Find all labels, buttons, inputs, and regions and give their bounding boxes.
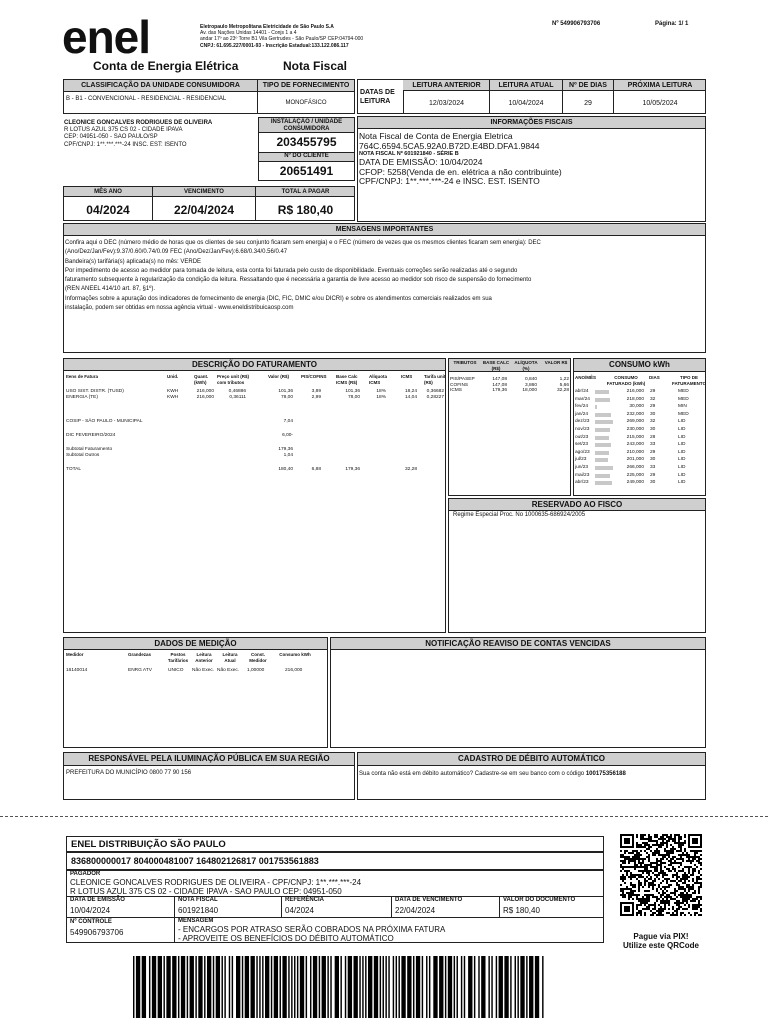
company-address-2: andar 17º ao 23º Torre B1 Vila Gertrudes - São Paulo/SP CEP:04794-000 [200, 36, 364, 43]
meas-col-consumption: Consumo kWh [279, 652, 311, 657]
customer-name: CLEONICE GONCALVES RODRIGUES DE OLIVEIRA [64, 120, 213, 126]
enel-logo: enel [62, 11, 151, 63]
notice-box [330, 637, 706, 748]
slip-due-label: DATA DE VENCIMENTO [395, 897, 463, 903]
installation-box [258, 117, 355, 153]
slip-due-value: 22/04/2024 [395, 906, 436, 915]
slip-emission-value: 10/04/2024 [70, 906, 111, 915]
cons-col-type: TIPO DE FATURAMENTO [672, 375, 707, 386]
pix-label-2: Utilize este QRCode [622, 941, 699, 950]
tax-col-value: VALOR R$ [544, 360, 568, 365]
document-number: Nº 549906793706 [552, 21, 601, 27]
slip-ref-label: REFERÊNCIA [285, 897, 325, 903]
slip-barcode-line-box [66, 852, 604, 870]
classification-box [63, 79, 258, 114]
slip-emission-label: DATA DE EMISSÃO [70, 897, 125, 903]
reserved-box [448, 498, 706, 633]
customer-cep: CEP: 04951-050 - SAO PAULO/SP [64, 134, 158, 141]
fiscal-info-box [357, 116, 706, 222]
taxes-box: TRIBUTOS BASE CALC (R$) ALÍQUOTA (%) VALOR R$ PIS/PASEP 147,08 0,840 1,22 COFINS 147,08 3,860 5,66 ICMS 179,36 18,000 32,28 [448, 358, 571, 496]
classification-value: B - B1 - CONVENCIONAL - RESIDENCIAL - RESIDENCIAL [66, 96, 227, 102]
fiscal-line-4: DATA DE EMISSÃO: 10/04/2024 [359, 157, 483, 167]
col-value: Valor (R$) [268, 374, 290, 379]
pix-qr-code [620, 834, 702, 916]
reading-label: DATAS DE LEITURA [360, 89, 395, 105]
customer-block [64, 120, 212, 149]
messages-header: MENSAGENS IMPORTANTES [64, 224, 705, 236]
reserved-text: Regime Especial Proc. No 1000635-686924/2005 [453, 512, 586, 518]
consumption-bar [595, 443, 611, 447]
title-nota-fiscal: Nota Fiscal [283, 59, 348, 73]
slip-control-value: 549906793706 [70, 928, 124, 937]
slip-nf-value: 601921840 [178, 906, 219, 915]
message-line: Confira aqui o DEC (número médio de horas que os clientes de seu conjunto ficaram sem energia) e o FEC (número de vezes que os mesmos clientes ficaram sem energia): DEC [65, 240, 541, 246]
billing-header: DESCRIÇÃO DO FATURAMENTO [64, 359, 445, 371]
consumption-bar [595, 481, 612, 485]
curr-reading-header: LEITURA ATUAL [498, 82, 554, 89]
supply-type-box [257, 79, 355, 114]
consumption-bar [595, 398, 610, 402]
slip-msg-label: MENSAGEM [178, 918, 214, 924]
curr-reading-value: 10/04/2024 [508, 100, 544, 107]
meas-col-quantity: Grandezas [128, 652, 152, 657]
slip-info-row [66, 896, 604, 918]
measurement-header: DADOS DE MEDIÇÃO [64, 638, 327, 650]
tax-col-base: BASE CALC (R$) [482, 360, 510, 371]
consumption-bar [595, 451, 609, 455]
slip-payer-line-2: R LOTUS AZUL 375 CS 02 - CIDADE IPAVA - SAO PAULO CEP: 04951-050 [70, 887, 342, 896]
reserved-header: RESERVADO AO FISCO [449, 499, 705, 511]
meas-col-const: Const. Medidor [249, 652, 267, 663]
message-line: instalação, podem ser obtidas em nossa agência virtual - www.eneldistribuicaosp.com [65, 305, 294, 312]
consumption-bar [595, 436, 609, 440]
slip-payer-line-1: CLEONICE GONCALVES RODRIGUES DE OLIVEIRA - CPF/CNPJ: 1**.***.***-24 [70, 878, 362, 887]
supply-type-header: TIPO DE FORNECIMENTO [258, 80, 354, 92]
debit-text: Sua conta não está em débito automático? Cadastre-se em seu banco com o código 100175356188 [359, 771, 626, 777]
month-header: MÊS ANO [94, 189, 122, 195]
classification-header: CLASSIFICAÇÃO DA UNIDADE CONSUMIDORA [64, 80, 257, 92]
message-line: (REN ANEEL 414/10 art. 87, §1º). [65, 286, 156, 293]
payment-barcode [133, 956, 545, 1018]
col-pis: PIS/COFINS [301, 374, 327, 379]
measurement-box: DADOS DE MEDIÇÃO Medidor Grandezas Postos Tarifários Leitura Anterior Leitura Atual Const. Medidor Consumo kWh 16140014 ENRG ATV UNICO Não Exec. Não Exec. 1,00000 216,000 [63, 637, 328, 748]
fiscal-line-2: 764C.6594.5CA5.92A0.B72D.E4BD.DFA1.9844 [359, 140, 540, 151]
consumption-bar [595, 413, 611, 417]
debit-header: CADASTRO DE DÉBITO AUTOMÁTICO [358, 753, 705, 766]
meas-col-posts: Postos Tarifários [167, 652, 189, 663]
notice-header: NOTIFICAÇÃO REAVISO DE CONTAS VENCIDAS [331, 638, 705, 650]
fiscal-line-1: Nota Fiscal de Conta de Energia Eletrica [359, 131, 513, 141]
lighting-header: RESPONSÁVEL PELA ILUMINAÇÃO PÚBLICA EM SUA REGIÃO [64, 753, 354, 766]
slip-doc-value: R$ 180,40 [503, 906, 540, 915]
fiscal-line-3: NOTA FISCAL Nº 601921840 - SÉRIE B [359, 151, 459, 157]
prev-reading-header: LEITURA ANTERIOR [412, 82, 481, 89]
next-reading-value: 10/05/2024 [642, 100, 678, 107]
meas-col-meter: Medidor [66, 652, 84, 657]
next-reading-header: PRÓXIMA LEITURA [627, 82, 693, 89]
message-line: faturamento subsequente à regularização da condição da leitura. Ressaltando que é necessária a garantia de livre acesso ao medidor sob risco de suspensão do fornecimento [65, 277, 532, 284]
slip-barcode-line: 836800000017 804000481007 164802126817 001753561883 [71, 856, 319, 866]
cons-col-consumption: CONSUMO FATURADO (kWh) [606, 375, 646, 386]
due-header: VENCIMENTO [184, 189, 224, 195]
message-line: Por impedimento de acesso ao medidor para tomada de leitura, esta conta foi faturada pelo custo de disponibilidade. Eventuais correções serão realizadas até o segundo [65, 267, 518, 274]
message-line: (Ano/Dez/Jan/Fev):9.37/0.60/0.74/0.09 FEC (Ano/Dez/Jan/Fev):6.68/0.34/0.56/0.47 [65, 249, 288, 256]
consumption-header: CONSUMO kWh [574, 359, 705, 372]
billing-box: DESCRIÇÃO DO FATURAMENTO Itens de Fatura Unid. Quant. (kWh) Preço unit (R$) com tributos Valor (R$) PIS/COFINS Base Calc ICMS (R$) Alíquota ICMS ICMS Tarifa unit (R$) USO SIST. DISTR. (TUSD) KWH 216,000 0,46886 101,36 3,89 101,36 18% 18,24 0,36682 ENERGIA (TE) KWH 216,000 0,36111 78,00 2,99 78,00 18% 14,04 0,28227 COSIP - SÃO PAULO - MUNICIPAL 7,04 DIC FEVEREIRO/2024 6,00- Subtotal Faturamento 179,36 Subtotal Outros 1,04 TOTAL 180,40 6,88 179,36 32,28 [63, 358, 446, 633]
col-unit: Unid. [167, 374, 179, 379]
fiscal-line-6: CPF/CNPJ: 1**.***.***-24 e INSC. EST. ISENTO [359, 176, 540, 186]
consumption-bar [595, 405, 597, 409]
total-header: TOTAL A PAGAR [281, 189, 330, 195]
total-value: R$ 180,40 [277, 203, 334, 217]
client-number-value: 20651491 [279, 164, 334, 178]
consumption-bar [595, 390, 609, 394]
message-line: Informações sobre a apuração dos indicadores de fornecimento de energia (DIC, FIC, DMIC e/ou DICRI) e sobre os atendimentos comerciais realizados em sua [65, 295, 492, 302]
consumption-bar [595, 458, 608, 462]
title-conta: Conta de Energia Elétrica [93, 59, 239, 73]
summary-box [63, 186, 355, 221]
customer-address: R LOTUS AZUL 375 CS 02 - CIDADE IPAVA [64, 127, 183, 134]
fiscal-line-5: CFOP: 5258(Venda de en. elétrica a não contribuinte) [359, 166, 562, 177]
slip-payer-box [66, 870, 604, 897]
meas-col-curr: Leitura Atual [222, 652, 238, 663]
cons-col-month: ANO/MÊS [575, 375, 597, 380]
slip-msg-line-1: - ENCARGOS POR ATRASO SERÃO COBRADOS NA PRÓXIMA FATURA [178, 925, 446, 934]
consumption-bar [595, 420, 613, 424]
company-address-1: Av. das Nações Unidas 14401 - Conjs 1 a 4 [200, 30, 297, 37]
slip-company: ENEL DISTRIBUIÇÃO SÃO PAULO [71, 839, 226, 850]
billing-columns [64, 373, 445, 389]
col-icms: ICMS [401, 374, 413, 379]
debit-code: 100175356188 [585, 771, 626, 777]
slip-company-box [66, 836, 604, 852]
col-tarifa: Tarifa unit (R$) [424, 374, 446, 385]
installation-header: INSTALAÇÃO / UNIDADE CONSUMIDORA [259, 118, 354, 133]
slip-payer-label: PAGADOR [70, 871, 101, 877]
slip-doc-label: VALOR DO DOCUMENTO [503, 897, 576, 903]
days-value: 29 [584, 100, 592, 107]
col-price: Preço unit (R$) com tributos [217, 374, 250, 385]
client-number-box [258, 152, 355, 181]
client-number-header: Nº DO CLIENTE [259, 153, 354, 162]
page-indicator: Página: 1/ 1 [655, 21, 689, 27]
col-aliq: Alíquota ICMS [369, 374, 387, 385]
consumption-bar [595, 474, 610, 478]
company-info [200, 24, 410, 49]
installation-value: 203455795 [276, 135, 337, 149]
message-line: Bandeira(s) tarifária(s) aplicada(s) no mês: VERDE [65, 258, 202, 265]
prev-reading-value: 12/03/2024 [428, 100, 465, 107]
slip-control-label: Nº CONTROLE [70, 919, 112, 925]
fiscal-info-header: INFORMAÇÕES FISCAIS [358, 117, 705, 129]
tax-col-tributos: TRIBUTOS [453, 360, 477, 365]
slip-msg-line-2: - APROVEITE OS BENEFÍCIOS DO DÉBITO AUTOMÁTICO [178, 934, 394, 943]
supply-type-value: MONOFÁSICO [285, 100, 327, 106]
col-item: Itens de Fatura [66, 374, 99, 379]
col-qty: Quant. (kWh) [194, 374, 209, 385]
tax-col-aliq: ALÍQUOTA (%) [514, 360, 538, 371]
consumption-bar [595, 466, 613, 470]
debit-box [357, 752, 706, 800]
due-value: 22/04/2024 [173, 203, 235, 217]
customer-cpf: CPF/CNPJ: 1**.***.***-24 INSC. EST: ISENTO [64, 141, 187, 148]
company-cnpj: CNPJ: 61.695.227/0001-93 - Inscrição Estadual:133.122.086.117 [200, 42, 349, 49]
lighting-box [63, 752, 355, 800]
month-value: 04/2024 [86, 203, 130, 217]
reading-dates-box [357, 79, 706, 114]
messages-box [63, 223, 706, 353]
meas-col-prev: Leitura Anterior [195, 652, 213, 663]
company-name: Eletropaulo Metropolitana Eletricidade de São Paulo S.A [200, 24, 334, 30]
col-base: Base Calc ICMS (R$) [336, 374, 358, 385]
slip-ref-value: 04/2024 [285, 906, 314, 915]
lighting-text: PREFEITURA DO MUNICÍPIO 0800 77 90 156 [66, 770, 192, 776]
slip-nf-label: NOTA FISCAL [178, 897, 218, 903]
consumption-box: CONSUMO kWh ANO/MÊS CONSUMO FATURADO (kWh) DIAS TIPO DE FATURAMENTO abr/24 216,000 29 MED mar/24 218,000 32 MED fev/24 30,000 29 MIN jan/24 232,000 30 MED dez/23 269,000 32 LID nov/23 230,000 30 LID out/23 215,000 28 LID set/23 243,000 33 LID ago/23 210,000 29 LID jul/23 201,000 30 LID jun/23 266,000 33 LID mai/23 225,000 29 LID abr/23 249,000 30 LID [573, 358, 706, 496]
consumption-bar [595, 428, 610, 432]
slip-msg-row [66, 917, 604, 943]
days-header: Nº DE DIAS [569, 82, 607, 89]
pix-label-1: Pague via PIX! [633, 932, 689, 941]
cut-line [0, 816, 768, 817]
cons-col-days: DIAS [649, 375, 660, 380]
